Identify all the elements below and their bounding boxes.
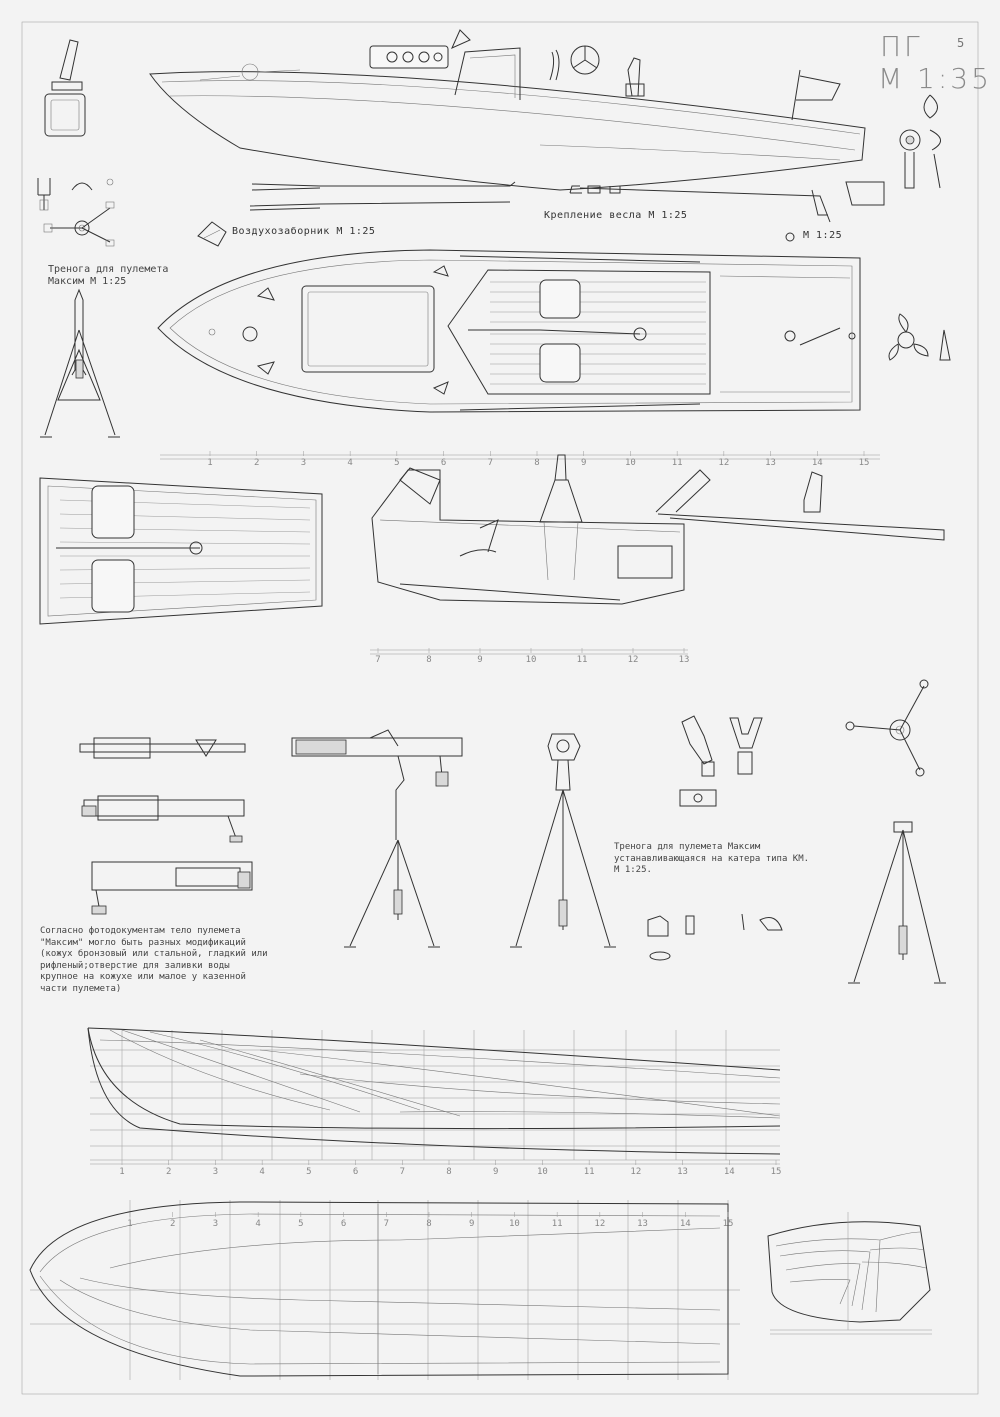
cockpit-plan-detail: [40, 478, 322, 624]
maxim-gun-side-1: [80, 738, 245, 758]
sheet-frame: [22, 22, 978, 1394]
ruler-tick-label: 14: [679, 1219, 691, 1229]
ruler-tick-label: 1: [127, 1219, 133, 1229]
ruler-tick-label: 2: [166, 1167, 172, 1177]
tripod-fittings: [680, 716, 762, 806]
maxim-gun-side-3: [92, 862, 252, 914]
ruler-tick-label: 11: [583, 1167, 595, 1177]
ruler-tick-label: 8: [446, 1167, 452, 1177]
deck-planks: [490, 282, 706, 384]
ruler-tick-label: 9: [477, 655, 483, 665]
ruler-tick-label: 12: [718, 458, 730, 468]
ruler-tick-label: 2: [170, 1219, 176, 1229]
maxim-gun-side-2: [82, 796, 244, 842]
ruler-tick-label: 3: [212, 1219, 219, 1229]
ruler-tick-label: 1: [207, 458, 213, 468]
ruler-tick-label: 6: [352, 1167, 359, 1177]
lines-profile-grid: [90, 1030, 780, 1160]
ruler-tick-label: 3: [300, 458, 307, 468]
ruler-tick-label: 8: [426, 1219, 432, 1229]
small-part-scale-label: М 1:25: [803, 230, 843, 241]
ruler-tick-label: 13: [678, 655, 690, 665]
section-ruler-ticks: [375, 648, 689, 665]
ruler-tick-label: 15: [858, 458, 870, 468]
ruler-tick-label: 11: [551, 1219, 563, 1229]
oar-mount-label: Крепление весла М 1:25: [544, 210, 688, 221]
ruler-tick-label: 12: [627, 655, 639, 665]
ruler-tick-label: 9: [581, 458, 587, 468]
boat-plan-view: [158, 250, 860, 412]
ruler-tick-label: 13: [637, 1219, 648, 1229]
ruler-tick-label: 10: [509, 1219, 520, 1229]
tripod-side-small: [40, 290, 120, 437]
lines-profile: [88, 1028, 780, 1164]
ruler-tick-label: 12: [594, 1219, 606, 1229]
sheet-code: ПГ: [880, 30, 923, 63]
ruler-tick-label: 13: [765, 458, 776, 468]
tripod-side-large: [848, 822, 946, 983]
tripod-top-view-small: [44, 202, 114, 246]
ruler-tick-label: 5: [298, 1219, 304, 1229]
oars: [250, 182, 515, 210]
small-fittings: [648, 914, 782, 960]
ruler-tick-label: 4: [347, 458, 353, 468]
ruler-tick-label: 9: [469, 1219, 475, 1229]
plan-ruler-ticks: [207, 451, 869, 468]
ruler-tick-label: 14: [723, 1167, 735, 1177]
ruler-tick-label: 5: [306, 1167, 312, 1177]
tripod-small-label: Тренога для пулемета Максим М 1:25: [48, 264, 169, 287]
ruler-tick-label: 6: [440, 458, 447, 468]
ruler-tick-label: 7: [383, 1219, 389, 1229]
propeller-parts-top: [786, 95, 941, 241]
ruler-tick-label: 1: [119, 1167, 125, 1177]
ruler-tick-label: 7: [487, 458, 493, 468]
section-ruler: [370, 650, 688, 654]
ruler-tick-label: 11: [671, 458, 683, 468]
air-intake-detail: [198, 222, 226, 246]
tripod-top-view-large: [846, 680, 928, 776]
ruler-tick-label: 9: [493, 1167, 499, 1177]
propeller-plan-parts: [889, 314, 950, 360]
sheet-scale: М 1:35: [878, 62, 992, 95]
ruler-tick-label: 10: [625, 458, 636, 468]
section-view: [372, 455, 684, 604]
ruler-tick-label: 6: [340, 1219, 347, 1229]
ruler-tick-label: 4: [259, 1167, 265, 1177]
ruler-tick-label: 8: [426, 655, 432, 665]
maxim-on-tripod-front: [510, 734, 616, 947]
stern-profile-detail: [656, 470, 944, 540]
ruler-tick-label: 10: [525, 655, 537, 665]
ruler-tick-label: 15: [770, 1167, 782, 1177]
ruler-tick-label: 13: [677, 1167, 688, 1177]
lines-profile-ruler-ticks: [119, 1160, 781, 1177]
ruler-tick-label: 7: [375, 655, 381, 665]
ruler-tick-label: 3: [212, 1167, 219, 1177]
page-number: 5: [957, 36, 965, 50]
body-plan: [768, 1212, 932, 1334]
oarlock-parts: [38, 178, 113, 210]
ruler-tick-label: 8: [534, 458, 540, 468]
ruler-tick-label: 5: [394, 458, 400, 468]
air-intake-label: Воздухозаборник М 1:25: [232, 226, 376, 237]
ruler-tick-label: 10: [537, 1167, 548, 1177]
ruler-tick-label: 12: [630, 1167, 642, 1177]
seat-detail: [45, 40, 85, 136]
ruler-tick-label: 7: [399, 1167, 405, 1177]
ruler-tick-label: 14: [811, 458, 823, 468]
ruler-tick-label: 2: [254, 458, 260, 468]
ruler-tick-label: 11: [576, 655, 588, 665]
ruler-tick-label: 4: [255, 1219, 261, 1229]
maxim-on-tripod-side: [292, 730, 462, 947]
boat-profile: [150, 30, 884, 222]
ruler-tick-label: 15: [722, 1219, 734, 1229]
maxim-variants-note: Согласно фотодокументам тело пулемета "Максим" могло быть разных модификаций (кожух бронзовый или стальной, гладкий или рифленый;отверстие для заливки воды крупное на кожухе или малое у казенной части пулемета): [40, 926, 268, 994]
tripod-note: Тренога для пулемета Максим устанавливающаяся на катера типа КМ. М 1:25.: [614, 842, 810, 875]
